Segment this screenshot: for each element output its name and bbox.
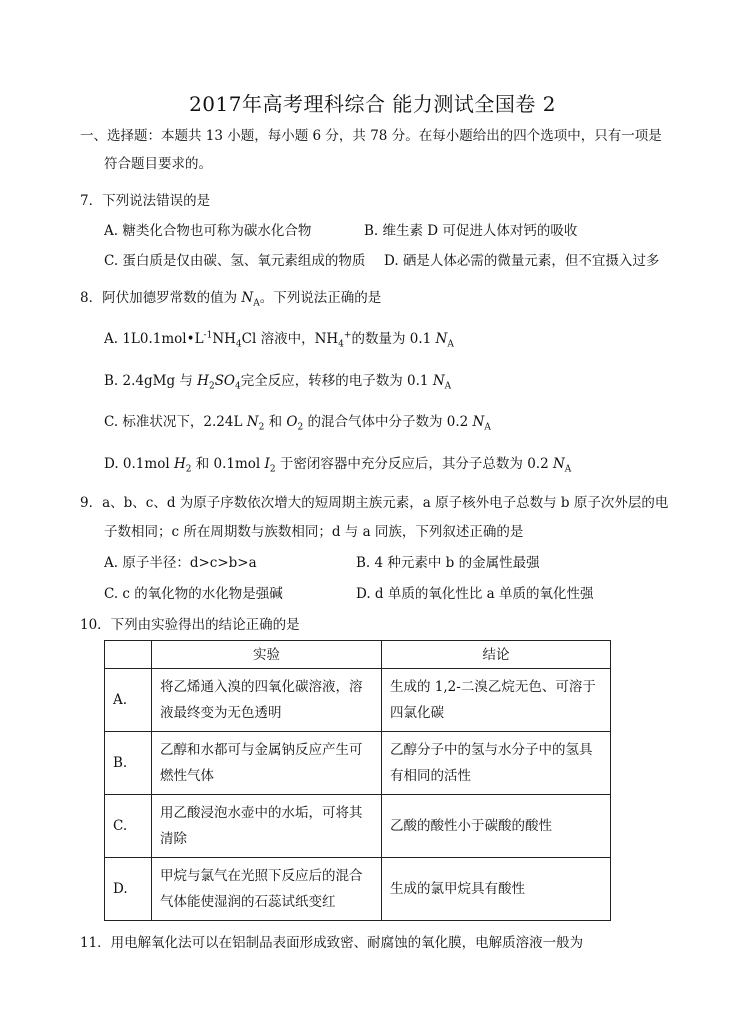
- row-label: C.: [105, 795, 152, 858]
- row-experiment: 甲烷与氯气在光照下反应后的混合气体能使湿润的石蕊试纸变红: [152, 858, 382, 921]
- q11-line1: 11．用电解氧化法可以在铝制品表面形成致密、耐腐蚀的氧化膜，电解质溶液一般为: [80, 935, 584, 951]
- section1-line1: 一、选择题：本题共 13 小题，每小题 6 分，共 78 分。在每小题给出的四个选项中，只有一项是: [80, 128, 662, 144]
- row-experiment: 用乙酸浸泡水壶中的水垢，可将其清除: [152, 795, 382, 858]
- page-title: 2017年高考理科综合 能力测试全国卷 2: [189, 92, 556, 116]
- q9-line1: 9．a、b、c、d 为原子序数依次增大的短周期主族元素，a 原子核外电子总数与 b 原子次外层的电: [80, 495, 669, 511]
- q9-option-c: C. c 的氧化物的水化物是强碱: [104, 586, 283, 602]
- q9-line2: 子数相同；c 所在周期数与族数相同；d 与 a 同族，下列叙述正确的是: [104, 524, 524, 540]
- row-label: B.: [105, 732, 152, 795]
- q8-option-b: B. 2.4gMg 与 $H_2SO_4$完全反应，转移的电子数为 0.1 $N_A$: [104, 373, 452, 392]
- row-conclusion: 生成的 1,2-二溴乙烷无色、可溶于四氯化碳: [382, 669, 611, 732]
- q9-option-d: D. d 单质的氧化性比 a 单质的氧化性强: [356, 586, 594, 602]
- table-header-conclusion: 结论: [382, 641, 611, 669]
- q8-option-c: C. 标准状况下，2.24L $N_2$ 和 $O_2$ 的混合气体中分子数为 0.2 $N_A$: [104, 414, 491, 433]
- table-row: [105, 732, 611, 795]
- q8-option-d: D. 0.1mol $H_2$ 和 0.1mol $I_2$ 于密闭容器中充分反应后，其分子总数为 0.2 $N_A$: [104, 456, 572, 475]
- table-row: [105, 858, 611, 921]
- q7-stem: 7．下列说法错误的是: [80, 193, 211, 209]
- row-label: A.: [105, 669, 152, 732]
- q7-option-a: A. 糖类化合物也可称为碳水化合物: [104, 223, 312, 239]
- q9-option-b: B. 4 种元素中 b 的金属性最强: [356, 555, 540, 571]
- row-experiment: 乙醇和水都可与金属钠反应产生可燃性气体: [152, 732, 382, 795]
- table-row: [105, 669, 611, 732]
- q7-option-b: B. 维生素 D 可促进人体对钙的吸收: [364, 223, 578, 239]
- q10-stem: 10．下列由实验得出的结论正确的是: [80, 617, 300, 633]
- table-header-blank: [105, 641, 152, 669]
- row-label: D.: [105, 858, 152, 921]
- row-conclusion: 乙酸的酸性小于碳酸的酸性: [382, 795, 611, 858]
- q7-option-c: C. 蛋白质是仅由碳、氢、氧元素组成的物质: [104, 253, 366, 269]
- row-experiment: 将乙烯通入溴的四氧化碳溶液，溶液最终变为无色透明: [152, 669, 382, 732]
- q9-option-a: A. 原子半径：d>c>b>a: [104, 555, 257, 571]
- q8-option-a: A. $1L0.1mol•L^{-1}NH_4Cl$ 溶液中，$NH_4^+$的数量为 0.1 $N_A$: [104, 330, 454, 350]
- row-conclusion: 乙醇分子中的氢与水分子中的氢具有相同的活性: [382, 732, 611, 795]
- q7-option-d: D. 硒是人体必需的微量元素，但不宜摄入过多: [384, 253, 660, 269]
- row-conclusion: 生成的氯甲烷具有酸性: [382, 858, 611, 921]
- table-header-experiment: 实验: [152, 641, 382, 669]
- q10-table: [104, 640, 611, 921]
- section1-line2: 符合题目要求的。: [104, 156, 212, 172]
- table-row: [105, 795, 611, 858]
- q8-stem: 8．阿伏加德罗常数的值为 $N_A$。下列说法正确的是: [80, 290, 382, 309]
- table-header-row: [105, 641, 611, 669]
